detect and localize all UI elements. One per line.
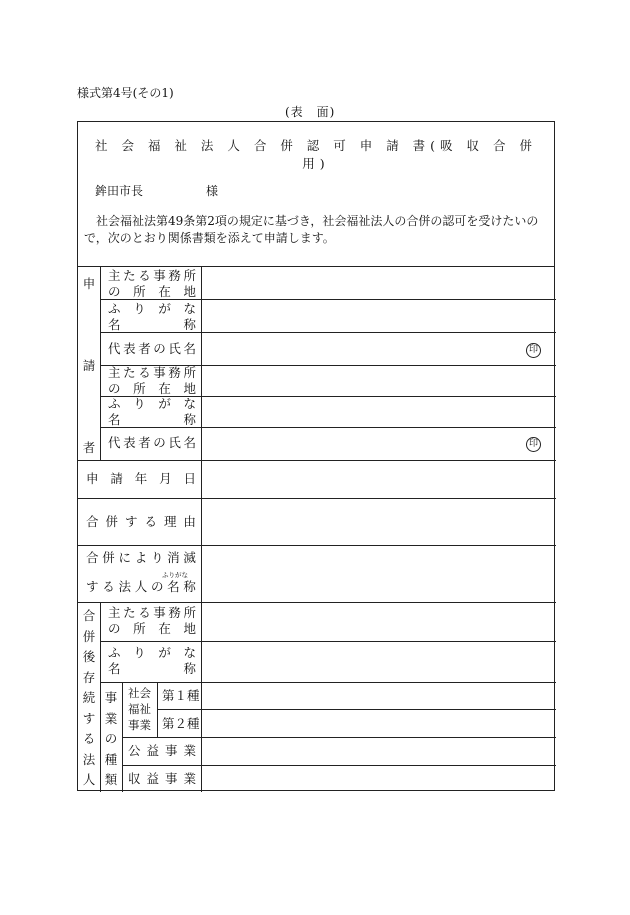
label-char: 請 [110,471,123,486]
label-char: 収 [128,771,141,786]
label-char: 所 [183,268,196,283]
applicant-representative-label [108,341,196,357]
label-char: 法 [118,579,131,594]
label-char: 事 [153,605,166,620]
page-face-label: (表 面) [285,105,336,119]
label-char: 業 [183,771,196,786]
label-char: る [144,514,157,529]
label-char: な [183,396,196,411]
label-char: 所 [183,365,196,380]
label-char: 名 [108,661,121,676]
profit-business-label [128,771,196,787]
label-char: る [82,731,96,746]
label-char: 業 [183,743,196,758]
label-char: 所 [133,621,146,636]
label-char: な [183,645,196,660]
applicant-office-label [108,268,196,300]
label-char: ふ [108,396,121,411]
label-char: の [150,579,164,594]
label-char: 名 [108,317,121,332]
table-rule [201,460,202,602]
label-char: 公 [128,743,141,758]
label-char: 地 [183,621,196,636]
table-rule [201,267,202,460]
label-char: 人 [134,579,148,594]
table-rule [201,602,202,792]
table-rule [157,709,556,710]
label-char: 法 [82,751,96,767]
applicant-representative-label [108,435,196,451]
label-char: 務 [168,268,181,283]
label-char: 名 [183,341,196,356]
label-char: 申 [86,471,99,486]
label-char: 併 [82,628,96,644]
label-char: 益 [146,771,159,786]
label-char: た [123,365,136,380]
table-rule [78,460,556,461]
label-char: 務 [168,365,181,380]
label-char: 称 [183,317,196,332]
application-date-label [86,471,196,487]
label-char: 業 [104,710,118,726]
label-char: た [123,605,136,620]
label-char: 氏 [168,341,181,356]
table-rule [78,545,556,546]
social-welfare-business-label: 社会 福祉 事業 [128,686,151,732]
label-char: 所 [133,284,146,299]
label-char: の [104,731,118,746]
label-char: 在 [158,621,171,636]
label-char: 続 [82,690,96,705]
seal-mark: 印 [526,437,541,452]
label-char: 事 [164,743,178,758]
label-char: 名 [108,412,121,427]
label-char: 者 [138,341,151,356]
label-char: 者 [82,440,96,455]
public-interest-business-label [128,743,196,759]
label-char: 併 [105,514,118,529]
label-char: 所 [133,381,146,396]
label-char: な [183,301,196,316]
label-char: 事 [104,690,118,705]
label-char: 事 [153,365,166,380]
label-char: が [158,301,171,316]
applicant-name-label [108,396,196,428]
label-char: 消 [167,550,180,565]
label-char: 主 [108,268,121,283]
label-char: 合 [86,514,99,529]
surviving-office-label [108,605,196,637]
label-char: 人 [82,772,96,787]
label-char: 在 [158,381,171,396]
form-number: 様式第4号(その1) [77,86,174,100]
label-char: 類 [104,772,118,787]
label-char: 主 [108,365,121,380]
label-char: 名 [183,435,196,450]
label-char: に [118,550,131,565]
label-char: の [153,435,166,450]
table-rule [78,602,556,603]
type1-business-label: 第１種 [162,688,200,703]
furigana-ruby: ふりがな [162,571,188,579]
form-header [78,122,554,267]
label-char: 地 [183,284,196,299]
application-form [77,121,555,791]
applicant-office-label [108,365,196,397]
applicant-label [78,274,100,456]
label-char: 代 [108,341,121,356]
label-char: る [138,605,151,620]
label-char: 代 [108,435,121,450]
label-char: り [133,645,146,660]
label-char: ふ [108,645,121,660]
type2-business-label: 第２種 [162,716,200,731]
label-char: よ [134,550,148,565]
label-char: 称 [183,661,196,676]
label-char: る [138,365,151,380]
label-char: 在 [158,284,171,299]
label-char: 由 [183,514,196,529]
label-char: 年 [134,471,148,486]
surviving-corporation-label [78,606,100,788]
label-char: 者 [138,435,151,450]
applicant-name-label [108,301,196,333]
label-char: が [158,645,171,660]
application-statement: 社会福祉法第49条第2項の規定に基づき，社会福祉法人の合併の認可を受けたいので，次のとおり関係書類を添えて申請します。 [84,214,539,245]
label-char: の [108,381,121,396]
label-char: 後 [82,649,96,664]
label-char: ふ [108,301,121,316]
label-char: 日 [183,471,196,486]
label-char: 種 [104,751,118,767]
table-rule [122,765,556,766]
form-title: 社 会 福 祉 法 人 合 併 認 可 申 請 書(吸 収 合 併 用) [95,138,537,171]
label-char: 主 [108,605,121,620]
label-char: 滅 [183,550,196,565]
table-rule [100,641,556,642]
business-type-label [100,688,122,788]
label-char: 事 [164,771,178,786]
label-char: る [138,268,151,283]
honorific: 様 [206,184,219,198]
dissolving-corporation-label [86,550,196,566]
label-char: り [150,550,164,565]
label-char: 表 [123,341,136,356]
table-rule [100,682,556,683]
seal-mark: 印 [526,343,541,358]
label-char: 併 [102,550,115,565]
label-char: 合 [82,608,96,623]
table-rule [78,498,556,499]
label-char: の [108,284,121,299]
label-char: 称 [183,579,196,594]
label-char: 称 [183,412,196,427]
label-char: す [124,514,138,529]
label-char: り [133,301,146,316]
label-char: す [82,710,96,726]
label-char: 務 [168,605,181,620]
label-char: 存 [82,669,96,685]
label-char: す [86,579,99,594]
label-char: 月 [159,471,172,486]
label-char: の [108,621,121,636]
label-char: 地 [183,381,196,396]
label-char: 理 [163,514,177,529]
label-char: 名 [167,579,180,594]
label-char: 氏 [168,435,181,450]
label-char: 事 [153,268,166,283]
label-char: 請 [82,358,96,373]
surviving-name-label [108,645,196,677]
label-char: 申 [82,276,96,291]
label-char: 益 [146,743,159,758]
label-char: が [158,396,171,411]
label-char: た [123,268,136,283]
dissolving-corporation-label [86,579,196,595]
label-char: 表 [123,435,136,450]
label-char: の [153,341,166,356]
addressee: 鉾田市長 [95,184,144,198]
label-char: り [133,396,146,411]
table-rule [100,267,101,460]
label-char: 合 [86,550,99,565]
merger-reason-label [86,514,196,530]
label-char: る [102,579,115,594]
table-rule [122,737,556,738]
label-char: 所 [183,605,196,620]
